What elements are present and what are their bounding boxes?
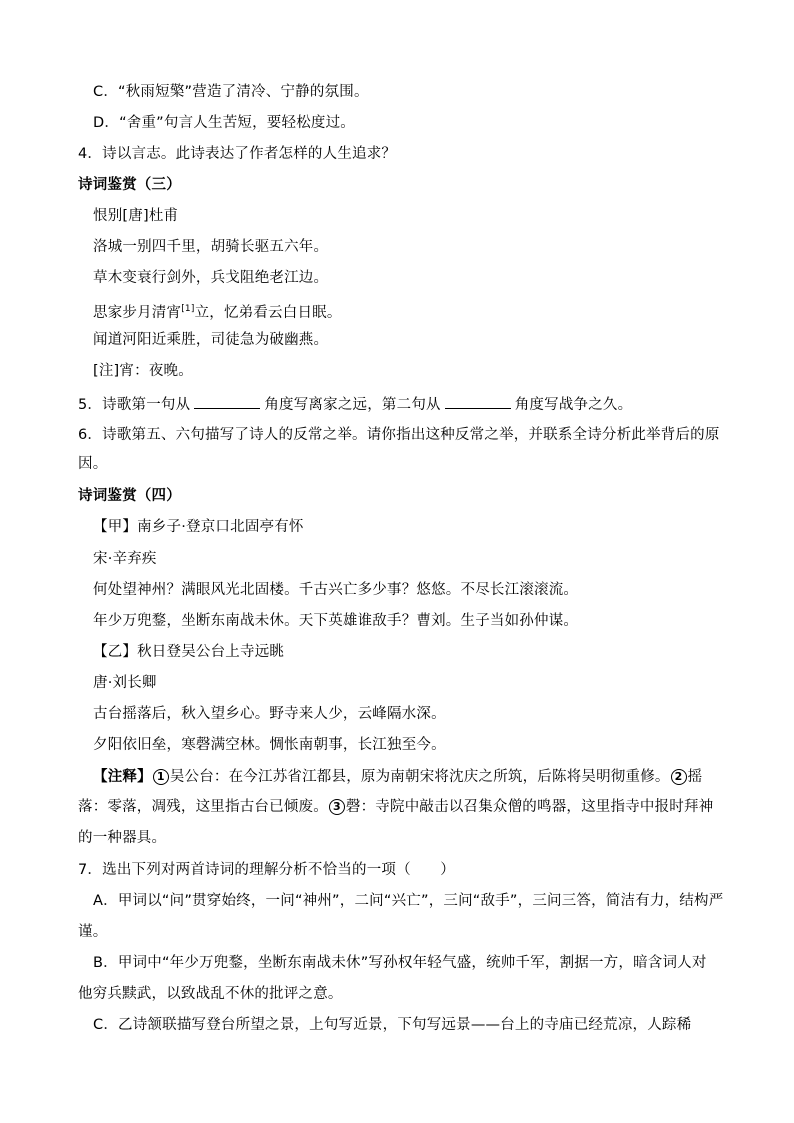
section-4-heading: 诗词鉴赏（四） — [78, 488, 181, 504]
poem-yi-line-2: 夕阳依旧垒，寒磬满空林。惆怅南朝事，长江独至今。 — [93, 737, 446, 753]
note-number-2: 2 — [671, 769, 687, 785]
poem-jia-author: 宋·辛弃疾 — [93, 551, 157, 567]
poem-yi-line-1: 古台摇落后，秋入望乡心。野寺来人少，云峰隔水深。 — [93, 706, 446, 722]
poem-3-line-3-part-b: 立，忆弟看云白日眠。 — [194, 305, 342, 321]
answer-blank-2[interactable] — [445, 394, 511, 409]
q5-part-c: 角度写战争之久。 — [514, 397, 633, 413]
poem-3-note: [注]宵：夜晚。 — [93, 363, 193, 379]
poem-3-line-2: 草木变衰行剑外，兵戈阻绝老江边。 — [93, 270, 329, 286]
poem-yi-author: 唐·刘长卿 — [93, 675, 157, 691]
poem-3-line-1: 洛城一别四千里，胡骑长驱五六年。 — [93, 239, 329, 255]
poem-3-line-4: 闻道河阳近乘胜，司徒急为破幽燕。 — [93, 332, 329, 348]
note-number-1: 1 — [153, 769, 169, 785]
note-1-text: 吴公台：在今江苏省江都县，原为南朝宋将沈庆之所筑，后陈将吴明彻重修。 — [169, 769, 670, 785]
notes-line-1 — [93, 767, 702, 787]
poem-jia-title — [93, 517, 304, 537]
section-3-heading: 诗词鉴赏（三） — [78, 177, 181, 193]
question-7-stem: 7．选出下列对两首诗词的理解分析不恰当的一项（ ） — [78, 862, 455, 878]
question-4: 4．诗以言志。此诗表达了作者怎样的人生追求？ — [78, 146, 397, 162]
q7-option-b-line-1: B．甲词中“年少万兜鍪，坐断东南战未休”写孙权年轻气盛，统帅千军，割据一方，暗含词人对 — [93, 955, 707, 971]
q7-option-c-line-1: C．乙诗颔联描写登台所望之景，上句写近景，下句写远景——台上的寺庙已经荒凉，人踪稀 — [93, 1017, 692, 1033]
note-3-text: 磬：寺院中敲击以召集众僧的鸣器，这里指寺中报时拜神 — [345, 799, 714, 815]
note-2-text-cont: 落：零落，凋残，这里指古台已倾废。 — [78, 799, 328, 815]
question-5 — [78, 394, 632, 415]
poem-3-line-3 — [93, 299, 342, 323]
q3-option-c: C．“秋雨短檠”营造了清冷、宁静的氛围。 — [93, 84, 369, 100]
poem-3-line-3-part-a: 思家步月清宵 — [93, 305, 182, 321]
poem-yi-title — [93, 642, 284, 662]
poem-jia-title-text: 南乡子·登京口北固亭有怀 — [137, 519, 304, 535]
q7-option-b-line-2: 他穷兵黩武，以致战乱不休的批评之意。 — [78, 986, 343, 1002]
footnote-marker: [1] — [181, 304, 195, 314]
q5-part-b: 角度写离家之远，第二句从 — [264, 397, 441, 413]
poem-jia-tag: 【甲】 — [93, 519, 138, 535]
notes-tag: 【注释】 — [93, 769, 152, 785]
question-6-line-1: 6．诗歌第五、六句描写了诗人的反常之举。请你指出这种反常之举，并联系全诗分析此举背后的原 — [78, 427, 720, 443]
note-2-text: 摇 — [687, 769, 703, 785]
poem-yi-title-text: 秋日登吴公台上寺远眺 — [137, 644, 285, 660]
q5-part-a: 5．诗歌第一句从 — [78, 397, 191, 413]
poem-yi-tag: 【乙】 — [93, 644, 138, 660]
poem-3-title: 恨别[唐]杜甫 — [93, 208, 179, 224]
notes-line-3: 的一种器具。 — [78, 830, 167, 846]
poem-jia-line-1: 何处望神州？满眼风光北固楼。千古兴亡多少事？悠悠。不尽长江滚滚流。 — [93, 582, 579, 598]
question-6-line-2: 因。 — [78, 456, 108, 472]
q7-option-a-line-2: 谨。 — [78, 924, 108, 940]
note-number-3: 3 — [329, 799, 345, 815]
q3-option-d: D．“舍重”句言人生苦短，要轻松度过。 — [93, 115, 355, 131]
q7-option-a-line-1: A．甲词以“问”贯穿始终，一问“神州”，二问“兴亡”，三问“敌手”，三问三答，简洁有力，结构严 — [93, 893, 724, 909]
answer-blank-1[interactable] — [194, 394, 260, 409]
poem-jia-line-2: 年少万兜鍪，坐断东南战未休。天下英雄谁敌手？曹刘。生子当如孙仲谋。 — [93, 613, 579, 629]
notes-line-2 — [78, 797, 713, 817]
